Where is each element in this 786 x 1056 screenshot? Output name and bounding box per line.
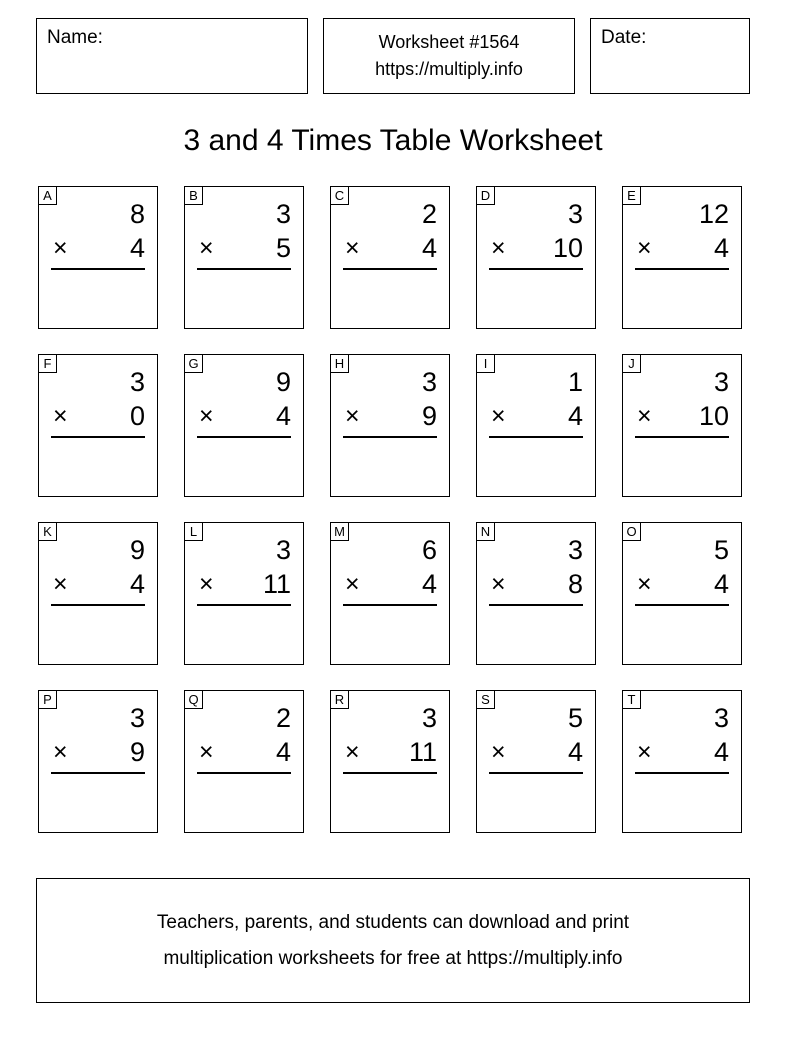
- problem-letter: O: [622, 522, 641, 541]
- operand-bottom: 4: [129, 569, 145, 599]
- problem-letter: E: [622, 186, 641, 205]
- operand-top: 9: [129, 535, 145, 565]
- problem-letter: L: [184, 522, 203, 541]
- operand-top: 3: [275, 535, 291, 565]
- operand-bottom: 9: [129, 737, 145, 767]
- operand-bottom: 4: [275, 737, 291, 767]
- operand-top: 9: [275, 367, 291, 397]
- operand-bottom-row: [635, 567, 729, 601]
- operand-bottom-row: [489, 735, 583, 769]
- problem-item[interactable]: [622, 690, 742, 833]
- multiplication-sign-icon: ×: [345, 738, 360, 766]
- operand-top: 5: [713, 535, 729, 565]
- multiplication-sign-icon: ×: [491, 570, 506, 598]
- operand-bottom: 0: [129, 401, 145, 431]
- operand-bottom: 11: [408, 737, 437, 767]
- operand-top: 3: [129, 367, 145, 397]
- operand-bottom-row: [197, 231, 291, 265]
- problem-item[interactable]: [330, 354, 450, 497]
- operand-top: 3: [275, 199, 291, 229]
- footer-line-1: Teachers, parents, and students can download and print: [156, 911, 630, 933]
- problem-letter: I: [476, 354, 495, 373]
- footer-note: [36, 878, 750, 1003]
- multiplication-sign-icon: ×: [53, 234, 68, 262]
- operand-bottom-row: [343, 399, 437, 433]
- problem-letter: M: [330, 522, 349, 541]
- operand-top: 3: [421, 703, 437, 733]
- worksheet-info-box: [323, 18, 575, 94]
- operand-bottom-row: [197, 399, 291, 433]
- problem-letter: A: [38, 186, 57, 205]
- problem-item[interactable]: [38, 186, 158, 329]
- problem-item[interactable]: [38, 522, 158, 665]
- problem-letter: T: [622, 690, 641, 709]
- problem-item[interactable]: [622, 354, 742, 497]
- operand-top: 2: [421, 199, 437, 229]
- multiplication-sign-icon: ×: [637, 234, 652, 262]
- operand-bottom: 11: [262, 569, 291, 599]
- operand-bottom-row: [489, 231, 583, 265]
- name-label: Name:: [47, 27, 103, 48]
- problem-item[interactable]: [184, 354, 304, 497]
- operand-bottom: 10: [552, 233, 583, 263]
- problem-item[interactable]: [184, 186, 304, 329]
- operand-bottom-row: [343, 231, 437, 265]
- operand-bottom-row: [489, 567, 583, 601]
- operand-bottom: 8: [567, 569, 583, 599]
- answer-rule: [489, 436, 583, 438]
- worksheet-header: [36, 18, 750, 94]
- multiplication-sign-icon: ×: [345, 402, 360, 430]
- answer-rule: [197, 268, 291, 270]
- problem-letter: D: [476, 186, 495, 205]
- operand-bottom-row: [51, 735, 145, 769]
- operand-top: 3: [713, 367, 729, 397]
- operand-bottom: 4: [129, 233, 145, 263]
- problem-letter: R: [330, 690, 349, 709]
- operand-top: 3: [713, 703, 729, 733]
- multiplication-sign-icon: ×: [199, 570, 214, 598]
- answer-rule: [635, 436, 729, 438]
- operand-bottom-row: [51, 399, 145, 433]
- problem-letter: F: [38, 354, 57, 373]
- operand-bottom-row: [51, 231, 145, 265]
- problem-letter: G: [184, 354, 203, 373]
- operand-bottom-row: [51, 567, 145, 601]
- operand-bottom-row: [197, 567, 291, 601]
- problem-letter: B: [184, 186, 203, 205]
- multiplication-sign-icon: ×: [491, 402, 506, 430]
- operand-top: 1: [567, 367, 583, 397]
- problem-letter: S: [476, 690, 495, 709]
- name-field-box[interactable]: [36, 18, 308, 94]
- page-title: 3 and 4 Times Table Worksheet: [183, 124, 603, 157]
- problem-item[interactable]: [184, 690, 304, 833]
- answer-rule: [635, 772, 729, 774]
- answer-rule: [343, 436, 437, 438]
- operand-bottom: 4: [713, 233, 729, 263]
- problem-item[interactable]: [476, 354, 596, 497]
- answer-rule: [197, 772, 291, 774]
- answer-rule: [489, 268, 583, 270]
- problem-letter: C: [330, 186, 349, 205]
- operand-bottom-row: [343, 735, 437, 769]
- answer-rule: [51, 268, 145, 270]
- multiplication-sign-icon: ×: [491, 738, 506, 766]
- answer-rule: [635, 604, 729, 606]
- operand-top: 3: [567, 199, 583, 229]
- operand-bottom-row: [635, 735, 729, 769]
- operand-bottom-row: [197, 735, 291, 769]
- problem-item[interactable]: [184, 522, 304, 665]
- operand-bottom-row: [635, 399, 729, 433]
- date-field-box[interactable]: [590, 18, 750, 94]
- operand-top: 5: [567, 703, 583, 733]
- operand-bottom: 4: [713, 569, 729, 599]
- worksheet-id: Worksheet #1564: [378, 32, 520, 52]
- multiplication-sign-icon: ×: [637, 402, 652, 430]
- worksheet-url: https://multiply.info: [375, 59, 523, 79]
- multiplication-sign-icon: ×: [637, 570, 652, 598]
- operand-bottom: 5: [275, 233, 291, 263]
- footer-line-2: multiplication worksheets for free at https://multiply.info: [163, 947, 623, 969]
- answer-rule: [489, 604, 583, 606]
- operand-bottom: 4: [421, 569, 437, 599]
- answer-rule: [51, 436, 145, 438]
- problem-item[interactable]: [330, 186, 450, 329]
- multiplication-sign-icon: ×: [345, 234, 360, 262]
- multiplication-sign-icon: ×: [345, 570, 360, 598]
- problem-letter: J: [622, 354, 641, 373]
- answer-rule: [197, 604, 291, 606]
- multiplication-sign-icon: ×: [53, 738, 68, 766]
- operand-bottom: 4: [713, 737, 729, 767]
- operand-bottom: 4: [567, 401, 583, 431]
- problem-item[interactable]: [330, 690, 450, 833]
- problem-item[interactable]: [622, 522, 742, 665]
- operand-bottom-row: [343, 567, 437, 601]
- problem-letter: Q: [184, 690, 203, 709]
- multiplication-sign-icon: ×: [199, 402, 214, 430]
- multiplication-sign-icon: ×: [53, 570, 68, 598]
- operand-top: 2: [275, 703, 291, 733]
- operand-top: 3: [567, 535, 583, 565]
- problem-item[interactable]: [476, 186, 596, 329]
- answer-rule: [635, 268, 729, 270]
- problem-item[interactable]: [622, 186, 742, 329]
- multiplication-sign-icon: ×: [491, 234, 506, 262]
- operand-top: 3: [421, 367, 437, 397]
- operand-bottom: 4: [275, 401, 291, 431]
- problem-letter: K: [38, 522, 57, 541]
- problem-item[interactable]: [330, 522, 450, 665]
- multiplication-sign-icon: ×: [199, 738, 214, 766]
- operand-bottom: 4: [567, 737, 583, 767]
- date-label: Date:: [601, 27, 647, 48]
- operand-bottom: 4: [421, 233, 437, 263]
- answer-rule: [343, 268, 437, 270]
- problem-item[interactable]: [476, 690, 596, 833]
- multiplication-sign-icon: ×: [199, 234, 214, 262]
- operand-bottom: 10: [698, 401, 729, 431]
- answer-rule: [343, 604, 437, 606]
- operand-top: 3: [129, 703, 145, 733]
- operand-top: 12: [698, 199, 729, 229]
- answer-rule: [197, 436, 291, 438]
- problem-item[interactable]: [38, 354, 158, 497]
- operand-bottom-row: [635, 231, 729, 265]
- operand-top: 6: [421, 535, 437, 565]
- operand-bottom-row: [489, 399, 583, 433]
- problem-letter: H: [330, 354, 349, 373]
- problem-grid: [36, 186, 750, 833]
- operand-bottom: 9: [421, 401, 437, 431]
- answer-rule: [51, 772, 145, 774]
- operand-top: 8: [129, 199, 145, 229]
- answer-rule: [343, 772, 437, 774]
- problem-letter: N: [476, 522, 495, 541]
- answer-rule: [489, 772, 583, 774]
- multiplication-sign-icon: ×: [637, 738, 652, 766]
- problem-item[interactable]: [476, 522, 596, 665]
- answer-rule: [51, 604, 145, 606]
- problem-item[interactable]: [38, 690, 158, 833]
- problem-letter: P: [38, 690, 57, 709]
- multiplication-sign-icon: ×: [53, 402, 68, 430]
